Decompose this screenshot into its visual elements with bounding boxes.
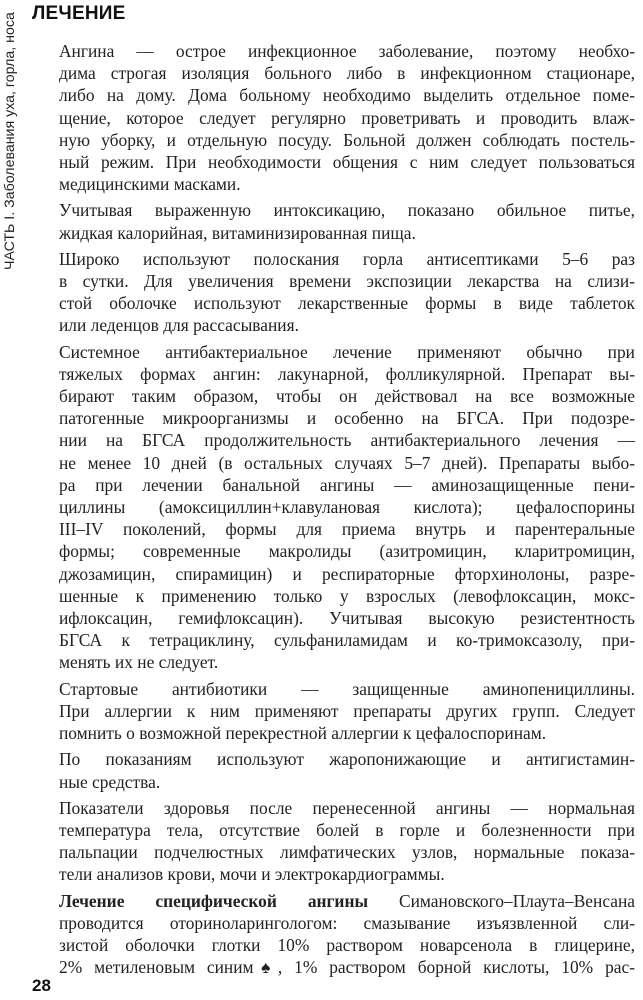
running-head: ЧАСТЬ I. Заболевания уха, горла, носа — [2, 12, 18, 270]
paragraph-antipyretics — [32, 748, 635, 792]
text-line: жидкая калорийная, витаминизированная пища. — [59, 222, 416, 243]
text-line: ную уборку, и отдельную посуду. Больной должен соблюдать постель- — [59, 129, 635, 150]
text-line: Показатели здоровья после перенесенной ангины — нормальная — [59, 797, 635, 818]
paragraph-starting-antibiotics — [32, 678, 635, 745]
text-line: БГСА к тетрациклину, сульфаниламидам и ко-тримоксазолу, при- — [59, 630, 635, 651]
text-line: менять их не следует. — [59, 652, 219, 673]
text-line: 2% метиленовым синим♠, 1% раствором борной кислоты, 10% рас- — [59, 957, 635, 978]
text-line: не менее 10 дней (в остальных случаях 5–7 дней). Препараты выбо- — [59, 452, 635, 473]
text-line: медицинскими масками. — [59, 174, 241, 195]
text-line: дима строгая изоляция больного либо в инфекционном стационаре, — [59, 63, 635, 84]
paragraph-isolation — [32, 40, 635, 195]
text-line: пальпации подчелюстных лимфатических узлов, нормальные показа- — [59, 842, 635, 863]
text-line: или леденцов для рассасывания. — [59, 315, 299, 336]
text-line: ные средства. — [59, 771, 161, 792]
text-line: шенные к применению только у взрослых (левофлоксацин, мокс- — [59, 585, 635, 606]
text-line — [32, 890, 635, 912]
paragraph-health-indicators — [32, 797, 635, 886]
text-line: проводится оториноларингологом: смазывание изъязвленной сли- — [59, 912, 635, 933]
text-line: ифлоксацин, гемифлоксацин). Учитывая высокую резистентность — [59, 608, 635, 629]
paragraph-gargling — [32, 248, 635, 337]
text-line: температура тела, отсутствие болей в горле и болезненности при — [59, 819, 635, 840]
page-number: 28 — [32, 976, 51, 995]
paragraph-diet — [32, 199, 635, 243]
text-line: При аллергии к ним применяют препараты других групп. Следует — [59, 700, 635, 721]
text-line: тяжелых формах ангин: лакунарной, фолликулярной. Препарат вы- — [59, 363, 635, 384]
text-line: ный режим. При необходимости общения с ним следует пользоваться — [59, 152, 635, 173]
paragraph-antibacterial — [32, 341, 635, 674]
text-line: формы; современные макролиды (азитромицин, кларитромицин, — [59, 541, 635, 562]
text-line: в сутки. Для увеличения времени экспозиции лекарства на слизи- — [59, 271, 635, 292]
text-line: циллины (амоксициллин+клавулановая кислота); цефалоспорины — [59, 497, 635, 518]
text-line: Широко используют полоскания горла антисептиками 5–6 раз — [59, 248, 635, 269]
running-head-band — [0, 0, 22, 1000]
text-line: помнить о возможной перекрестной аллергии к цефалоспоринам. — [59, 723, 547, 744]
text-line: бирают таким образом, чтобы он действовал на все возможные — [59, 386, 635, 407]
text-line: стой оболочке используют лекарственные формы в виде таблеток — [59, 293, 635, 314]
lead-continuation: Симановского–Плаута–Венсана — [368, 890, 635, 911]
section-heading: ЛЕЧЕНИЕ — [32, 3, 126, 24]
text-line: Системное антибактериальное лечение применяют обычно при — [59, 341, 635, 362]
text-line: ра при лечении банальной ангины — аминозащищенные пени- — [59, 474, 635, 495]
text-line: Ангина — острое инфекционное заболевание, поэтому необхо- — [59, 41, 635, 61]
text-line: нии на БГСА продолжительность антибактериального лечения — — [59, 430, 635, 451]
paragraph-specific-angina — [32, 890, 635, 979]
text-line: Стартовые антибиотики — защищенные аминопенициллины. — [59, 678, 635, 699]
text-line: III–IV поколений, формы для приема внутрь и парентеральные — [59, 519, 635, 540]
bold-lead-term: Лечение специфической ангины — [59, 890, 369, 911]
text-line: патогенные микроорганизмы и особенно на БГСА. При подозре- — [59, 408, 635, 429]
text-line: По показаниям используют жаропонижающие и антигистамин- — [59, 749, 635, 770]
body-text — [32, 40, 635, 978]
text-line: Учитывая выраженную интоксикацию, показано обильное питье, — [59, 200, 635, 221]
text-line: тели анализов крови, мочи и электрокардиограммы. — [59, 864, 445, 885]
text-line: зистой оболочки глотки 10% раствором новарсенола в глицерине, — [59, 934, 635, 955]
text-line: джозамицин, спирамицин) и респираторные фторхинолоны, разре- — [59, 563, 635, 584]
text-line: щение, которое следует регулярно проветривать и проводить влаж- — [59, 107, 635, 128]
text-line: либо на дому. Дома больному необходимо выделить отдельное поме- — [59, 85, 635, 106]
